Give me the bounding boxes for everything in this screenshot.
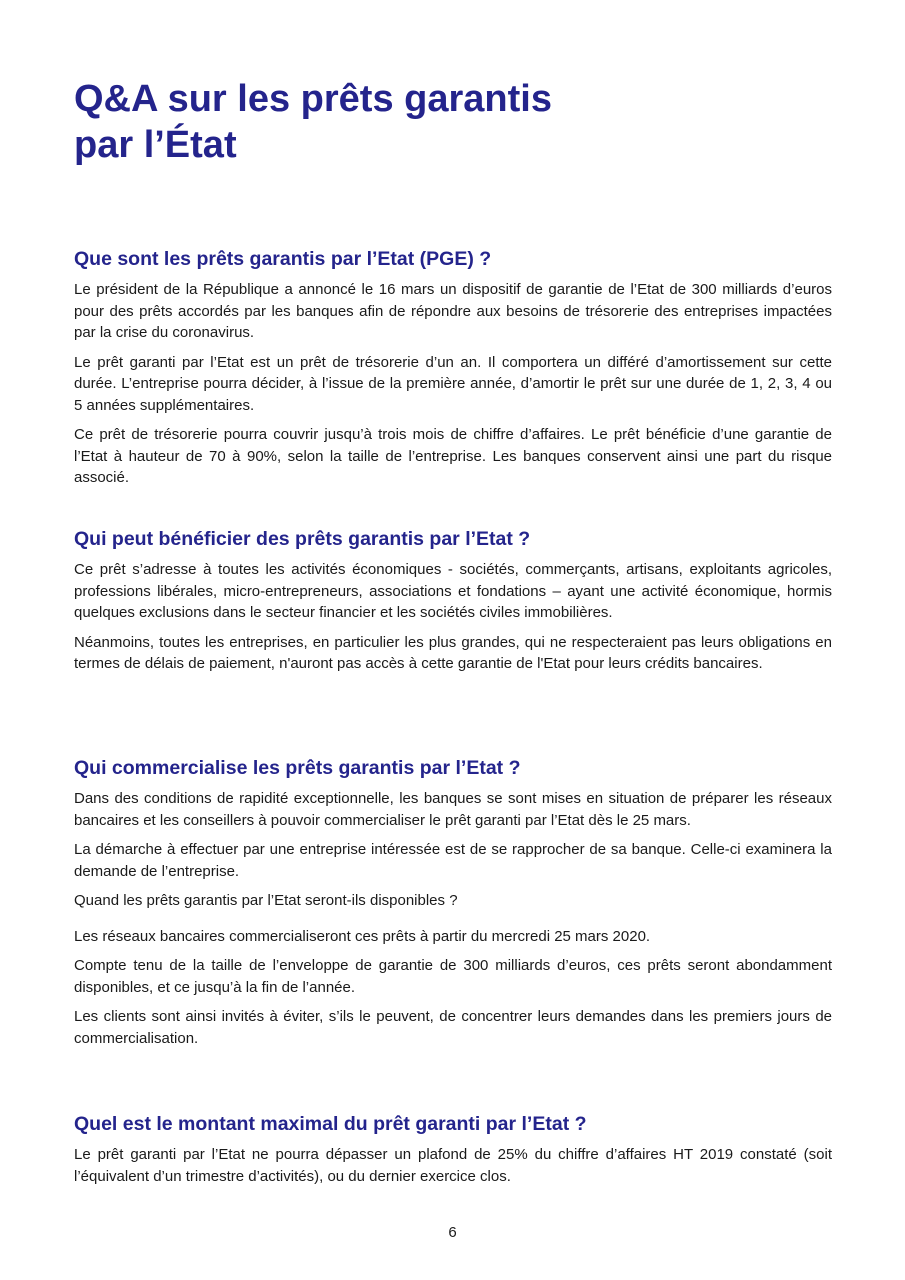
document-title (74, 76, 552, 168)
section-heading: Quel est le montant maximal du prêt garanti par l’Etat ? (74, 1113, 587, 1135)
paragraph: Compte tenu de la taille de l’enveloppe de garantie de 300 milliards d’euros, ces prêts seront abondamment disponibles, et ce jusqu’à la fin de l’année. (74, 957, 832, 996)
paragraph: Quand les prêts garantis par l’Etat seront-ils disponibles ? (74, 892, 458, 909)
page-number: 6 (448, 1224, 457, 1241)
document-title-line-2: par l’État (74, 124, 237, 166)
paragraph: Le prêt garanti par l’Etat ne pourra dépasser un plafond de 25% du chiffre d’affaires HT 2019 constaté (soit l’équivalent d’un trimestre d’activités), ou du dernier exercice clos. (74, 1146, 832, 1185)
section-who-can-benefit (74, 527, 832, 683)
section-heading: Que sont les prêts garantis par l’Etat (PGE) ? (74, 248, 492, 270)
paragraph: Le président de la République a annoncé le 16 mars un dispositif de garantie de l’Etat de 300 milliards d’euros pour des prêts accordés par les banques afin de répondre aux besoins de trésorerie des entreprises impactées par la crise du coronavirus. (74, 281, 832, 341)
section-heading: Qui commercialise les prêts garantis par l’Etat ? (74, 757, 521, 779)
paragraph: Néanmoins, toutes les entreprises, en particulier les plus grandes, qui ne respecteraient pas leurs obligations en termes de délais de paiement, n'auront pas accès à cette garantie de l'Etat pour leurs crédits bancaires. (74, 633, 832, 672)
paragraph: Ce prêt s’adresse à toutes les activités économiques - sociétés, commerçants, artisans, exploitants agricoles, professions libérales, micro-entrepreneurs, associations et fondations – ayant une activité économique, hormis quelques exclusions dans le secteur financier et les sociétés civiles immobilières. (74, 561, 832, 621)
document-title-line-1: Q&A sur les prêts garantis (74, 78, 552, 120)
paragraph: Ce prêt de trésorerie pourra couvrir jusqu’à trois mois de chiffre d’affaires. Le prêt bénéficie d’une garantie de l’Etat à hauteur de 70 à 90%, selon la taille de l’entreprise. Les banques conservent ainsi une part du risque associé. (74, 426, 832, 486)
section-who-sells (74, 756, 832, 1057)
paragraph: Le prêt garanti par l’Etat est un prêt de trésorerie d’un an. Il comportera un différé d’amortissement sur cette durée. L’entreprise pourra décider, à l’issue de la première année, d’amortir le prêt sur une durée de 1, 2, 3, 4 ou 5 années supplémentaires. (74, 353, 832, 414)
paragraph: La démarche à effectuer par une entreprise intéressée est de se rapprocher de sa banque. Celle-ci examinera la demande de l’entreprise. (74, 841, 832, 880)
paragraph: Dans des conditions de rapidité exceptionnelle, les banques se sont mises en situation de préparer les réseaux bancaires et les conseillers à pouvoir commercialiser le prêt garanti par l’Etat dès le 25 mars. (74, 790, 832, 829)
section-heading: Qui peut bénéficier des prêts garantis par l’Etat ? (74, 528, 531, 550)
section-what-are-pge (74, 247, 832, 497)
section-max-amount (74, 1112, 832, 1195)
paragraph: Les réseaux bancaires commercialiseront ces prêts à partir du mercredi 25 mars 2020. (74, 927, 651, 945)
paragraph: Les clients sont ainsi invités à éviter, s’ils le peuvent, de concentrer leurs demandes dans les premiers jours de commercialisation. (74, 1008, 832, 1047)
